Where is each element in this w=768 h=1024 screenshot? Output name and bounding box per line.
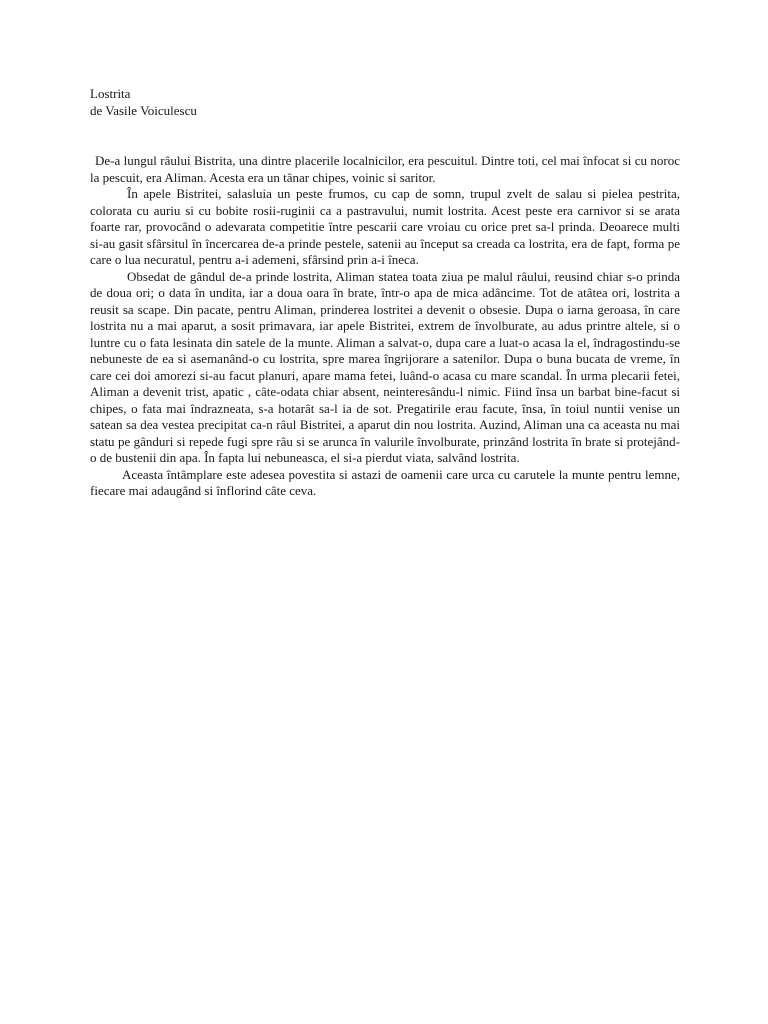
paragraph-3: Obsedat de gândul de-a prinde lostrita, Aliman statea toata ziua pe malul râului, reusind chiar s-o prinda de doua ori; o data în undita, iar a doua oara în brate, într-o apa de mica adâncime. Tot de atâtea ori, lostrita a reusit sa scape. Din pacate, pentru Aliman, prinderea lostritei a devenit o obsesie. Dupa o iarna geroasa, în care lostrita nu a mai aparut, a sosit primavara, iar apele Bistritei, extrem de învolburate, au adus printre altele, si o luntre cu o fata lesinata din satele de la munte. Aliman a salvat-o, dupa care a luat-o acasa la el, îndragostindu-se nebuneste de ea si asemanând-o cu lostrita, spre marea îngrijorare a satenilor. Dupa o buna bucata de vreme, în care cei doi amorezi si-au facut planuri, apare mama fetei, luând-o acasa cu mare scandal. În urma plecarii fetei, Aliman a devenit trist, apatic , câte-odata chiar absent, neinteresându-l nimic. Fiind însa un barbat bine-facut si chipes, o fata mai îndrazneata, s-a hotarât sa-l ia de sot. Pregatirile erau facute, însa, în toiul nuntii venise un satean sa dea vestea precipitat ca-n râul Bistritei, a aparut din nou lostrita. Auzind, Aliman una ca aceasta nu mai statu pe gânduri si repede fugi spre râu si se arunca în valurile învolburate, prinzând lostrita în brate si protejând-o de bustenii din apa. În fapta lui nebuneasca, el si-a pierdut viata, salvând lostrita. — [90, 268, 680, 465]
paragraph-2: În apele Bistritei, salasluia un peste frumos, cu cap de somn, trupul zvelt de salau si pielea pestrita, colorata cu auriu si cu bobite rosii-ruginii ca a pastravului, numit lostrita. Acest peste era carnivor si se arata foarte rar, provocând o adevarata competitie între pescarii care vroiau cu orice pret sa-l prinda. Deoarece multi si-au gasit sfârsitul în încercarea de-a prinde pestele, satenii au început sa creada ca lostrita, era de fapt, forma pe care o lua necuratul, pentru a-i ademeni, sfârsind prin a-i îneca. — [90, 186, 680, 267]
document-author: de Vasile Voiculescu — [90, 102, 197, 118]
document-title: Lostrita — [90, 86, 131, 101]
document-header — [90, 86, 680, 119]
paragraph-1: De-a lungul râului Bistrita, una dintre placerile localnicilor, era pescuitul. Dintre toti, cel mai înfocat si cu noroc la pescuit, era Aliman. Acesta era un tânar chipes, voinic si saritor. — [90, 153, 680, 185]
document-body — [90, 153, 680, 500]
paragraph-4: Aceasta întâmplare este adesea povestita si astazi de oamenii care urca cu carutele la munte pentru lemne, fiecare mai adaugând si înflorind câte ceva. — [90, 466, 680, 498]
